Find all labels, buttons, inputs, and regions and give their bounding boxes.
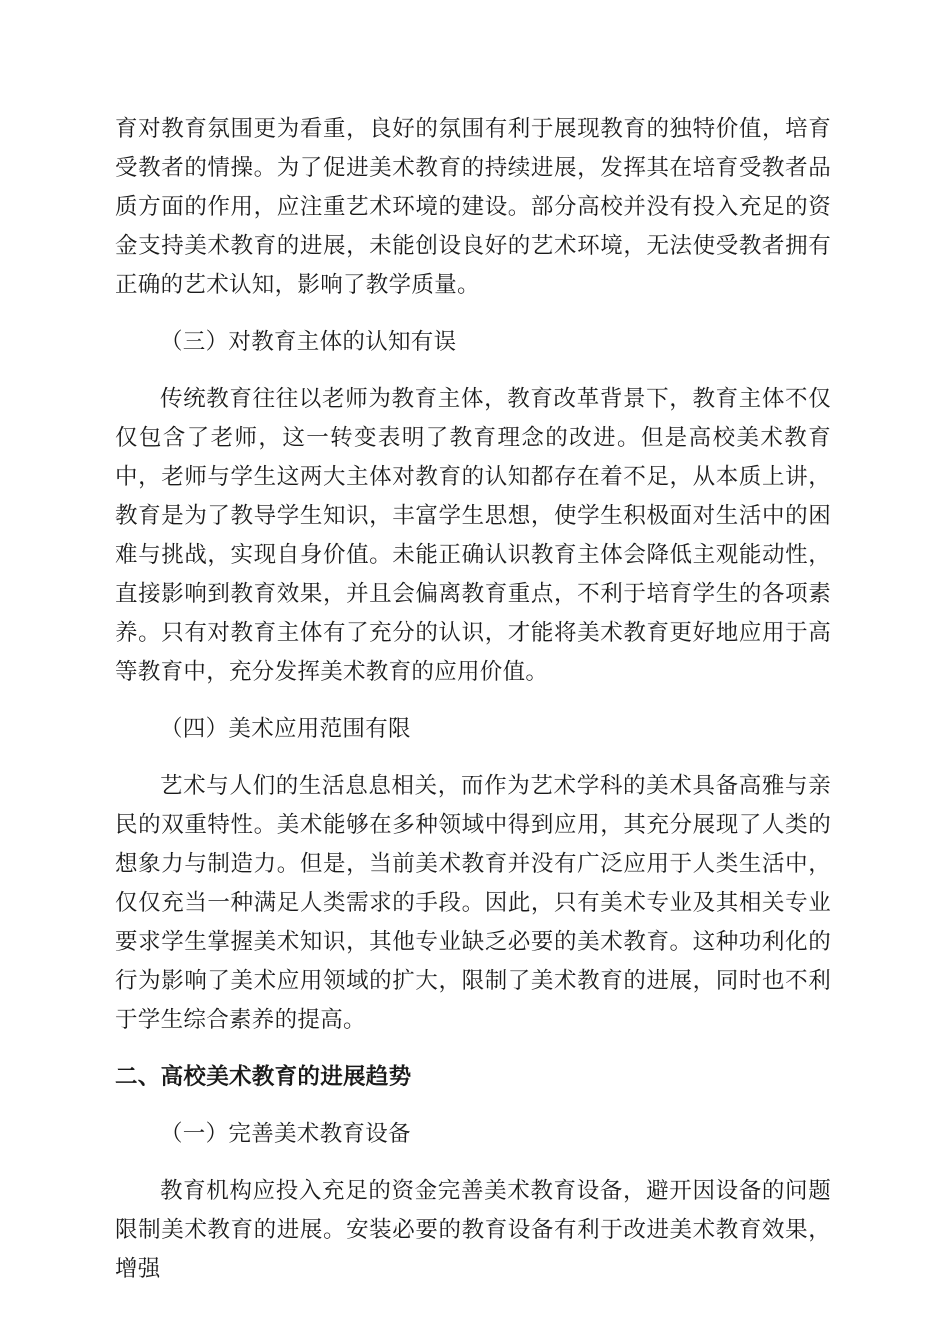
document-body <box>115 110 831 1307</box>
paragraph-continuation: 育对教育氛围更为看重，良好的氛围有利于展现教育的独特价值，培育受教者的情操。为了促进美术教育的持续进展，发挥其在培育受教者品质方面的作用，应注重艺术环境的建设。部分高校并没有投入充足的资金支持美术教育的进展，未能创设良好的艺术环境，无法使受教者拥有正确的艺术认知，影响了教学质量。 <box>115 116 831 298</box>
paragraph-education-subject: 传统教育往往以老师为教育主体，教育改革背景下，教育主体不仅仅包含了老师，这一转变表明了教育理念的改进。但是高校美术教育中，老师与学生这两大主体对教育的认知都存在着不足，从本质上讲，教育是为了教导学生知识，丰富学生思想，使学生积极面对生活中的困难与挑战，实现自身价值。未能正确认识教育主体会降低主观能动性，直接影响到教育效果，并且会偏离教育重点，不利于培育学生的各项素养。只有对教育主体有了充分的认识，才能将美术教育更好地应用于高等教育中，充分发挥美术教育的应用价值。 <box>115 386 831 685</box>
paragraph-art-application: 艺术与人们的生活息息相关，而作为艺术学科的美术具备高雅与亲民的双重特性。美术能够在多种领域中得到应用，其充分展现了人类的想象力与制造力。但是，当前美术教育并没有广泛应用于人类生活中，仅仅充当一种满足人类需求的手段。因此，只有美术专业及其相关专业要求学生掌握美术知识，其他专业缺乏必要的美术教育。这种功利化的行为影响了美术应用领域的扩大，限制了美术教育的进展，同时也不利于学生综合素养的提高。 <box>115 773 831 1033</box>
paragraph-equipment: 教育机构应投入充足的资金完善美术教育设备，避开因设备的问题限制美术教育的进展。安装必要的教育设备有利于改进美术教育效果，增强 <box>115 1178 831 1282</box>
section-heading-two: 二、高校美术教育的进展趋势 <box>115 1064 412 1090</box>
subheading-three: （三）对教育主体的认知有误 <box>160 329 457 355</box>
subheading-one: （一）完善美术教育设备 <box>160 1121 411 1147</box>
subheading-four: （四）美术应用范围有限 <box>160 716 411 742</box>
